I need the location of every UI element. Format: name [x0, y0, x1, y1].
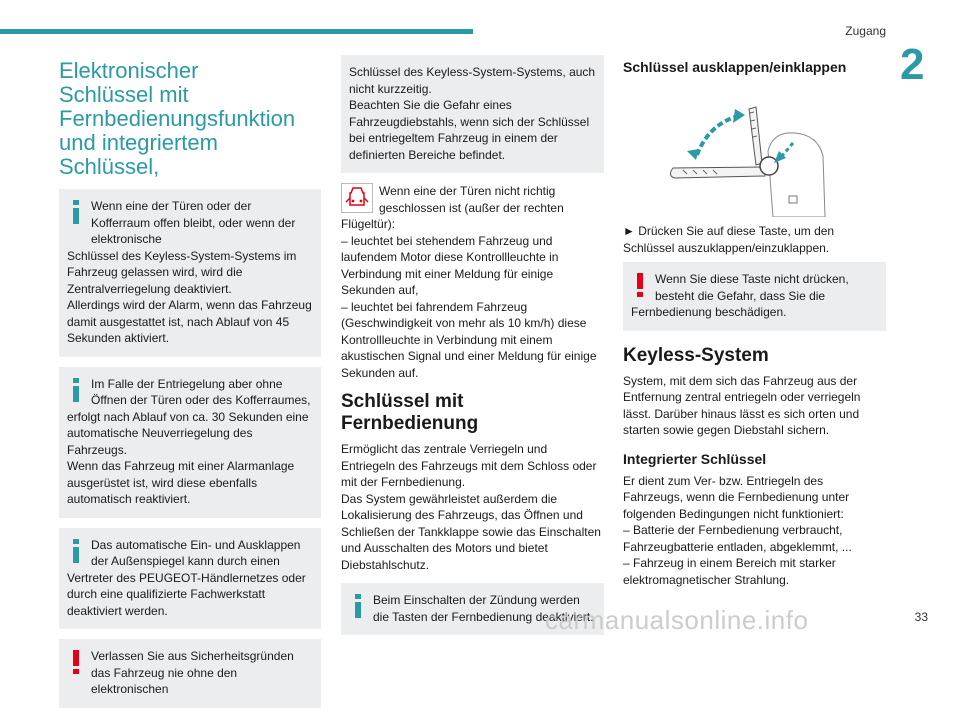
warning-icon [69, 650, 83, 674]
info-icon [69, 378, 83, 402]
key-fold-illustration [623, 81, 886, 217]
heading-ausklappen: Schlüssel ausklappen/einklappen [623, 59, 847, 75]
header-accent-bar [0, 29, 473, 34]
door-warning-block: Wenn eine der Türen nicht richtig geschlossen ist (außer der rechten [341, 183, 604, 216]
info-box-neuverriegelung: Im Falle der Entriegelung aber ohne Öffnen der Türen oder des Kofferraumes, erfolgt nach Ablauf von ca. 30 Sekunden eine automatische Neuverriegelung des Fahrzeugs. Wenn das Fahrzeug mit einer Alarmanlage ausgerüstet ist, wird diese ebenfalls automatisch reaktiviert. [59, 367, 321, 518]
section-label: Zugang [845, 24, 886, 38]
info-box-aussenspiegel: Das automatische Ein- und Ausklappen der Außenspiegel kann durch einen Vertreter des PEUGEOT-Händlernetzes oder durch eine qualifizierte Fachwerkstatt deaktiviert werden. [59, 528, 321, 630]
info-icon [69, 200, 83, 224]
info-icon [351, 594, 365, 618]
heading-schluessel-fernbedienung: Schlüssel mit Fernbedienung [341, 391, 479, 434]
warning-box-continuation: Schlüssel des Keyless-System-Systems, auch nicht kurzzeitig. Beachten Sie die Gefahr eines Fahrzeugdiebstahls, wenn sich der Schlüssel bei entriegeltem Fahrzeug in einem der definierten Bereiche befindet. [341, 55, 604, 173]
warning-icon [633, 273, 647, 297]
heading-keyless-system: Keyless-System [623, 344, 769, 366]
door-open-warning-icon [341, 183, 373, 213]
info-box-zuendung: Beim Einschalten der Zündung werden die Tasten der Fernbedienung deaktiviert. [341, 583, 604, 635]
folding-key-icon [623, 81, 886, 217]
column-2: Schlüssel des Keyless-System-Systems, auch nicht kurzzeitig. Beachten Sie die Gefahr eines Fahrzeugdiebstahls, wenn sich der Schlüssel bei entriegeltem Fahrzeug in einem der definierten Bereiche befindet. Wenn eine der Türen nicht richtig geschlossen ist (außer der rechten Flügeltür): – leuchtet bei stehendem Fahrzeug und laufendem Motor diese Kontrollleuchte in Verbindung mit einer Meldung für einige Sekunden auf, – leuchtet bei fahrendem Fahrzeug (Geschwindigkeit von mehr als 10 km/h) diese Kontrollleuchte in Verbindung mit einem akustischen Signal und einer Meldung für einige Sekunden auf. Schlüssel mit Fernbedienung Ermöglicht das zentrale Verriegeln und Entriegeln des Fahrzeugs mit dem Schloss oder mit der Fernbedienung. Das System gewährleistet außerdem die Lokalisierung des Fahrzeugs, das Öffnen und Schließen der Tankklappe sowie das Einschalten und Ausschalten des Motors und bietet Diebstahlschutz. Beim Einschalten der Zündung werden die Tasten der Fernbedienung deaktiviert. [341, 55, 604, 645]
column-3: Schlüssel ausklappen/einklappen ► Drücken Sie auf diese Taste, um den Schlüssel auszuklappen/einzuklappen. Wenn Sie diese Taste nicht drücken, besteht die Gefahr, dass Sie die Fernbedienung beschädigen. Keyless-System System, mit dem sich das Fahrzeug aus der Entfernung zentral entriegeln oder verriegeln lässt. Darüber hinaus lässt es sich orten und starten sowie gegen Diebstahl sichern. Integrierter Schlüssel Er dient zum Ver- bzw. Entriegeln des Fahrzeugs, wenn die Fernbedienung unter folgenden Bedingungen nicht funktioniert: – Batterie der Fernbedienung verbraucht, Fahrzeugbatterie entladen, abgeklemmt, ... – Fahrzeug in einem Bereich mit starker elektromagnetischer Strahlung. [623, 55, 886, 594]
chapter-number: 2 [900, 40, 925, 89]
info-icon [69, 539, 83, 563]
column-1 [59, 55, 321, 718]
info-box-zentralverriegelung: Wenn eine der Türen oder der Kofferraum offen bleibt, oder wenn der elektronische Schlüssel des Keyless-System-Systems im Fahrzeug gelassen wird, wird die Zentralverriegelung deaktiviert. Allerdings wird der Alarm, wenn das Fahrzeug damit ausgestattet ist, nach Ablauf von 45 Sekunden aktiviert. [59, 189, 321, 357]
watermark: carmanualsonline.info [545, 605, 809, 635]
warning-box-sicherheit: Verlassen Sie aus Sicherheitsgründen das Fahrzeug nie ohne den elektronischen [59, 639, 321, 708]
page-number: 33 [914, 610, 928, 624]
page-title: Elektronischer Schlüssel mit Fernbedienungsfunktion und integriertem Schlüssel, [59, 58, 296, 179]
heading-integrierter-schluessel: Integrierter Schlüssel [623, 450, 767, 467]
warning-box-taste: Wenn Sie diese Taste nicht drücken, besteht die Gefahr, dass Sie die Fernbedienung beschädigen. [623, 262, 886, 331]
